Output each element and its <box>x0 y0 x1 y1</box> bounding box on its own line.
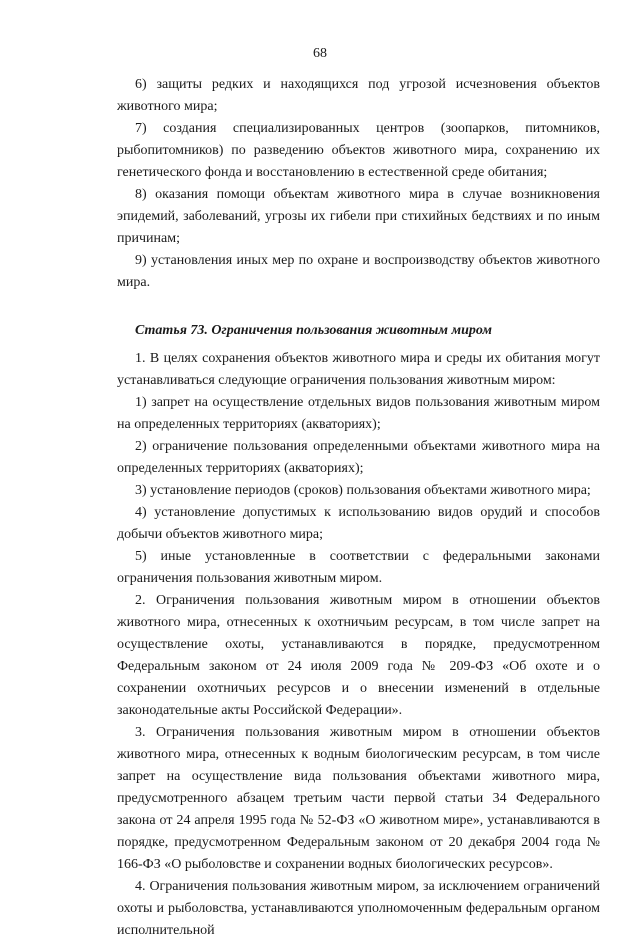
article-heading: Статья 73. Ограничения пользования животным миром <box>135 323 492 338</box>
article-subitem-4: 4) установление допустимых к использованию видов орудий и способов добычи объектов животного мира; <box>117 505 600 542</box>
paragraph-item-7: 7) создания специализированных центров (зоопарков, питомников, рыбопитомников) по разведению объектов животного мира, сохранению их генетического фонда и восстановлению в естественной среде обитания; <box>117 121 600 180</box>
article-paragraph-1: 1. В целях сохранения объектов животного мира и среды их обитания могут устанавливаться следующие ограничения пользования животным миром: <box>117 351 600 388</box>
article-paragraph-2: 2. Ограничения пользования животным миром в отношении объектов животного мира, отнесенных к охотничьим ресурсам, в том числе запрет на осуществление охоты, устанавливаются в порядке, предусмотренном Федеральным законом от 24 июля 2009 года № 209-ФЗ «Об охоте и о сохранении охотничьих ресурсов и о внесении изменений в отдельные законодательные акты Российской Федерации». <box>117 593 600 718</box>
paragraph-item-9: 9) установления иных мер по охране и воспроизводству объектов животного мира. <box>117 253 600 290</box>
article-subitem-3: 3) установление периодов (сроков) пользования объектами животного мира; <box>135 483 591 498</box>
article-paragraph-3: 3. Ограничения пользования животным миром в отношении объектов животного мира, отнесенных к водным биологическим ресурсам, в том числе запрет на осуществление вида пользования объектами животного мира, предусмотренного абзацем третьим части первой статьи 34 Федерального закона от 24 апреля 1995 года № 52-ФЗ «О животном мире», устанавливаются в порядке, предусмотренном Федеральным законом от 20 декабря 2004 года № 166-ФЗ «О рыболовстве и сохранении водных биологических ресурсов». <box>117 725 600 872</box>
article-subitem-5: 5) иные установленные в соответствии с федеральными законами ограничения пользования животным миром. <box>117 549 600 586</box>
paragraph-item-6: 6) защиты редких и находящихся под угрозой исчезновения объектов животного мира; <box>117 77 600 114</box>
article-subitem-1: 1) запрет на осуществление отдельных видов пользования животным миром на определенных территориях (акваториях); <box>117 395 600 432</box>
document-body <box>117 74 600 942</box>
page-number: 68 <box>313 46 327 61</box>
article-subitem-2: 2) ограничение пользования определенными объектами животного мира на определенных территориях (акваториях); <box>117 439 600 476</box>
paragraph-item-8: 8) оказания помощи объектам животного мира в случае возникновения эпидемий, заболеваний, угрозы их гибели при стихийных бедствиях и по иным причинам; <box>117 187 600 246</box>
article-paragraph-4: 4. Ограничения пользования животным миром, за исключением ограничений охоты и рыболовства, устанавливаются уполномоченным федеральным органом исполнительной <box>117 879 600 938</box>
